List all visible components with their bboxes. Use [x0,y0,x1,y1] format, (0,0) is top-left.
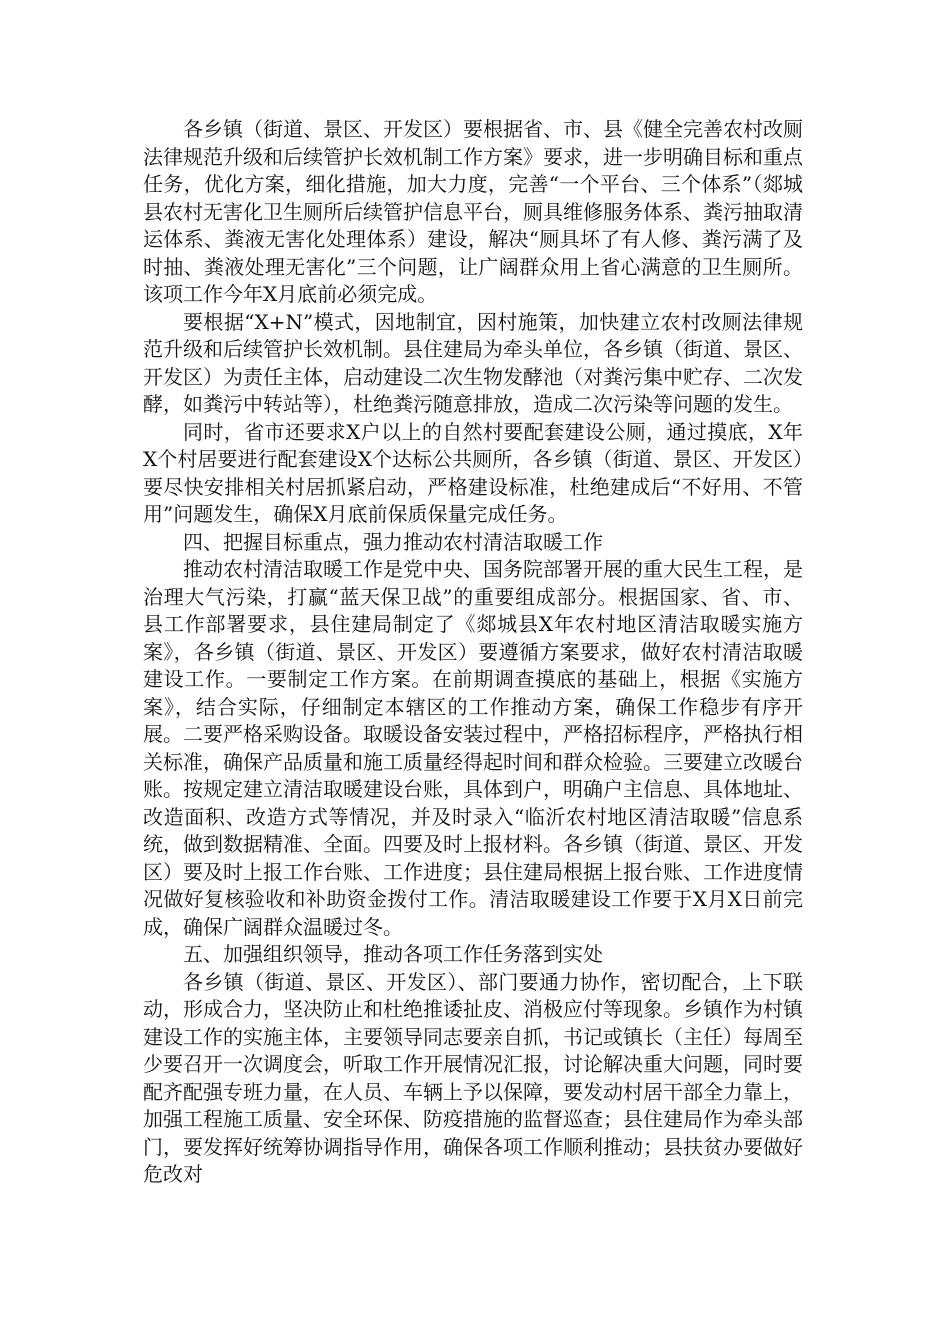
paragraph-xn-model: 要根据“X+N”模式，因地制宜，因村施策，加快建立农村改厕法律规范升级和后续管护长效机制。县住建局为牵头单位，各乡镇（街道、景区、开发区）为责任主体，启动建设二次生物发酵池（对粪污集中贮存、二次发酵，如粪污中转站等），杜绝粪污随意排放，造成二次污染等问题的发生。 [143,309,803,416]
paragraph-public-toilets: 同时，省市还要求X户以上的自然村要配套建设公厕，通过摸底，X年X个村居要进行配套建设X个达标公共厕所，各乡镇（街道、景区、开发区）要尽快安排相关村居抓紧启动，严格建设标准，杜绝建成后“不好用、不管用”问题发生，确保X月底前保质保量完成任务。 [143,419,803,526]
section-heading-five: 五、加强组织领导，推动各项工作任务落到实处 [183,942,603,966]
paragraph-organization: 各乡镇（街道、景区、开发区）、部门要通力协作，密切配合，上下联动，形成合力，坚决防止和杜绝推诿扯皮、消极应付等现象。乡镇作为村镇建设工作的实施主体，主要领导同志要亲自抓，书记或镇长（主任）每周至少要召开一次调度会，听取工作开展情况汇报，讨论解决重大问题，同时要配齐配强专班力量，在人员、车辆上予以保障，要发动村居干部全力靠上，加强工程施工质量、安全环保、防疫措施的监督巡查；县住建局作为牵头部门，要发挥好统筹协调指导作用，确保各项工作顺利推动；县扶贫办要做好危改对 [143,969,803,1186]
paragraph-toilet-mechanism: 各乡镇（街道、景区、开发区）要根据省、市、县《健全完善农村改厕法律规范升级和后续管护长效机制工作方案》要求，进一步明确目标和重点任务，优化方案，细化措施，加大力度，完善“一个平台、三个体系”（郯城县农村无害化卫生厕所后续管护信息平台，厕具维修服务体系、粪污抽取清运体系、粪液无害化处理体系）建设，解决“厕具坏了有人修、粪污满了及时抽、粪液处理无害化”三个问题，让广阔群众用上省心满意的卫生厕所。该项工作今年X月底前必须完成。 [143,117,803,306]
document-body [143,116,803,1189]
section-heading-four: 四、把握目标重点，强力推动农村清洁取暖工作 [183,529,603,554]
paragraph-clean-heating: 推动农村清洁取暖工作是党中央、国务院部署开展的重大民生工程，是治理大气污染，打赢“蓝天保卫战”的重要组成部分。根据国家、省、市、县工作部署要求，县住建局制定了《郯城县X年农村地区清洁取暖实施方案》，各乡镇（街道、景区、开发区）要遵循方案要求，做好农村清洁取暖建设工作。一要制定工作方案。在前期调查摸底的基础上，根据《实施方案》，结合实际，仔细制定本辖区的工作推动方案，确保工作稳步有序开展。二要严格采购设备。取暖设备安装过程中，严格招标程序，严格执行相关标准，确保产品质量和施工质量经得起时间和群众检验。三要建立改暖台账。按规定建立清洁取暖建设台账，具体到户，明确户主信息、具体地址、改造面积、改造方式等情况，并及时录入“临沂农村地区清洁取暖”信息系统，做到数据精准、全面。四要及时上报材料。各乡镇（街道、景区、开发区）要及时上报工作台账、工作进度；县住建局根据上报台账、工作进度情况做好复核验收和补助资金拨付工作。清洁取暖建设工作要于X月X日前完成，确保广阔群众温暖过冬。 [143,557,803,939]
